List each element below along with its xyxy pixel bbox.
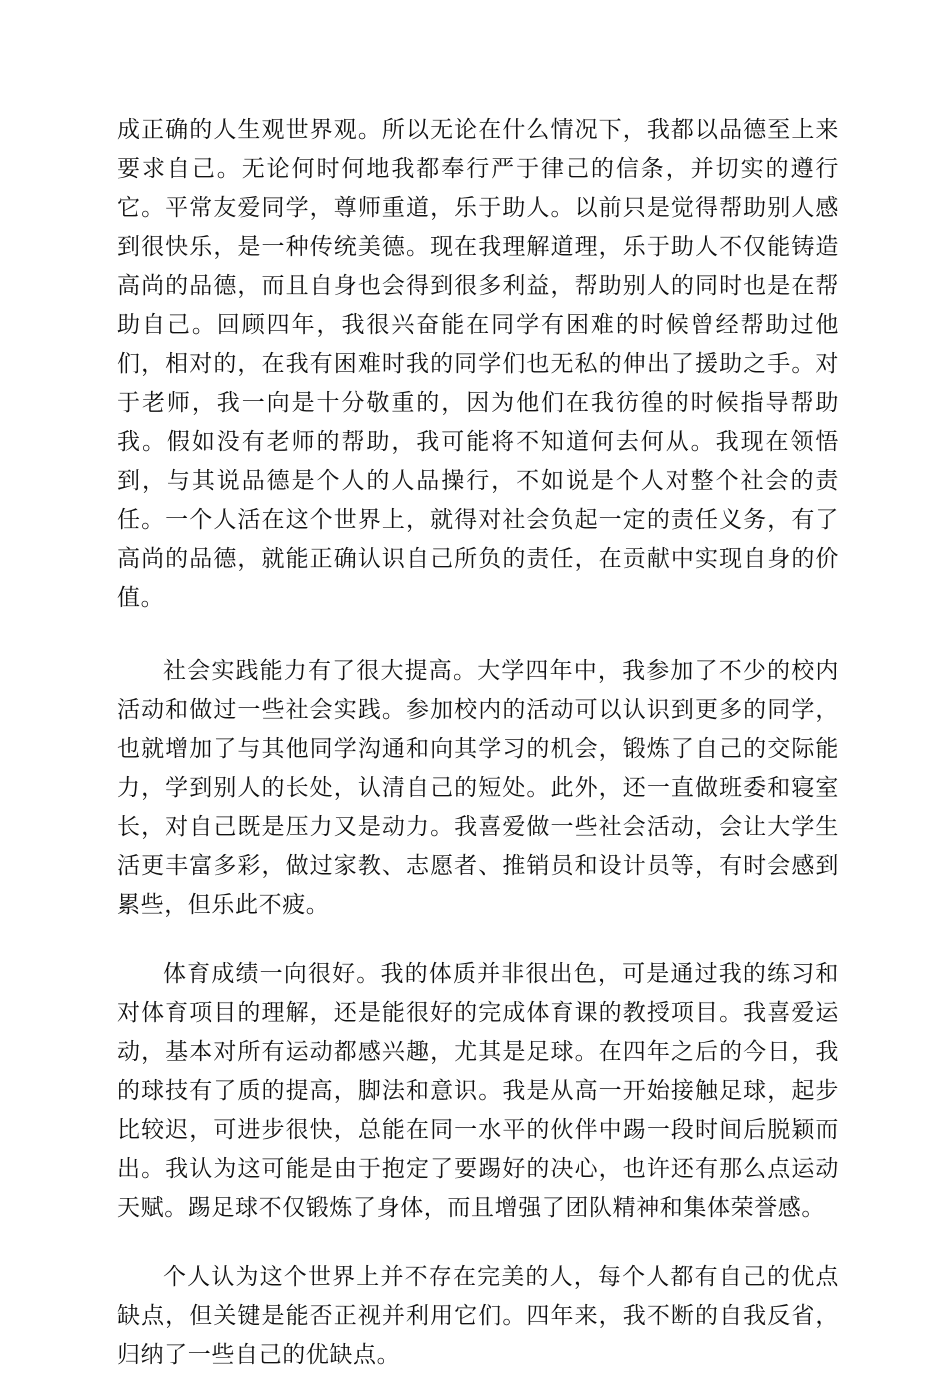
document-body — [117, 111, 839, 1375]
paragraph-self-reflection: 个人认为这个世界上并不存在完美的人，每个人都有自己的优点缺点，但关键是能否正视并利用它们。四年来，我不断的自我反省，归纳了一些自己的优缺点。 — [117, 1264, 839, 1368]
paragraph-social-practice: 社会实践能力有了很大提高。大学四年中，我参加了不少的校内活动和做过一些社会实践。参加校内的活动可以认识到更多的同学，也就增加了与其他同学沟通和向其学习的机会，锻炼了自己的交际能力，学到别人的长处，认清自己的短处。此外，还一直做班委和寝室长，对自己既是压力又是动力。我喜爱做一些社会活动，会让大学生活更丰富多彩，做过家教、志愿者、推销员和设计员等，有时会感到累些，但乐此不疲。 — [117, 658, 839, 918]
paragraph-moral-character: 成正确的人生观世界观。所以无论在什么情况下，我都以品德至上来要求自己。无论何时何地我都奉行严于律己的信条，并切实的遵行它。平常友爱同学，尊师重道，乐于助人。以前只是觉得帮助别人感到很快乐，是一种传统美德。现在我理解道理，乐于助人不仅能铸造高尚的品德，而且自身也会得到很多利益，帮助别人的同时也是在帮助自己。回顾四年，我很兴奋能在同学有困难的时候曾经帮助过他们，相对的，在我有困难时我的同学们也无私的伸出了援助之手。对于老师，我一向是十分敬重的，因为他们在我彷徨的时候指导帮助我。假如没有老师的帮助，我可能将不知道何去何从。我现在领悟到，与其说品德是个人的人品操行，不如说是个人对整个社会的责任。一个人活在这个世界上，就得对社会负起一定的责任义务，有了高尚的品德，就能正确认识自己所负的责任，在贡献中实现自身的价值。 — [117, 117, 839, 611]
paragraph-sports: 体育成绩一向很好。我的体质并非很出色，可是通过我的练习和对体育项目的理解，还是能很好的完成体育课的教授项目。我喜爱运动，基本对所有运动都感兴趣，尤其是足球。在四年之后的今日，我的球技有了质的提高，脚法和意识。我是从高一开始接触足球，起步比较迟，可进步很快，总能在同一水平的伙伴中踢一段时间后脱颖而出。我认为这可能是由于抱定了要踢好的决心，也许还有那么点运动天赋。踢足球不仅锻炼了身体，而且增强了团队精神和集体荣誉感。 — [117, 961, 839, 1221]
